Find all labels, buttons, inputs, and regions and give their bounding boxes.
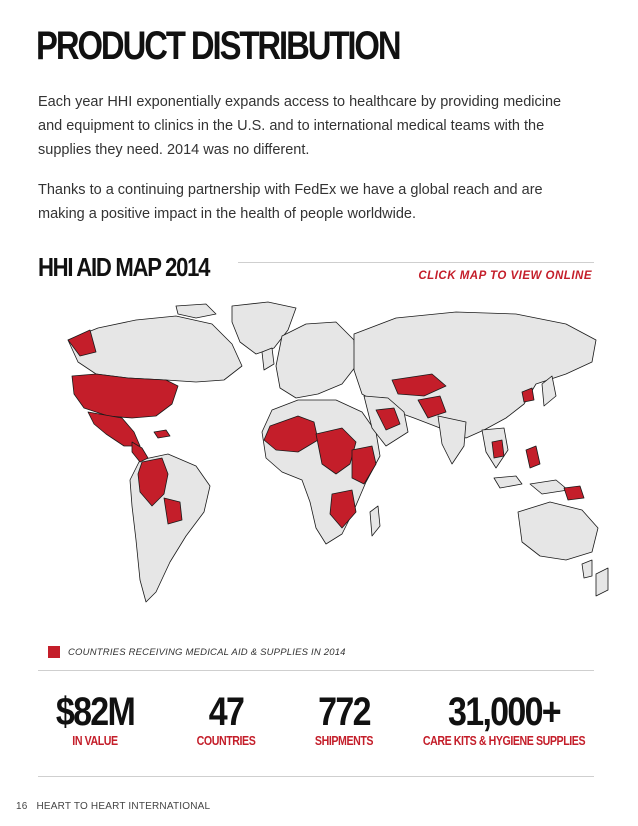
section-divider xyxy=(238,262,594,263)
intro-paragraph: Each year HHI exponentially expands access to healthcare by providing medicine and equipment to clinics in the U.S. and to international medical teams with the supplies they need. 2014 was no different. xyxy=(38,94,562,158)
east-africa-highlight xyxy=(352,446,376,484)
stat-shipments-label: SHIPMENTS xyxy=(314,734,374,748)
page-footer xyxy=(16,801,210,812)
stat-value xyxy=(40,690,150,748)
laos-highlight xyxy=(492,440,504,458)
world-aid-map[interactable] xyxy=(36,300,612,618)
view-map-online-link[interactable]: CLICK MAP TO VIEW ONLINE xyxy=(418,270,592,282)
stat-countries-label: COUNTRIES xyxy=(196,734,256,748)
map-heading: HHI AID MAP 2014 xyxy=(38,252,210,282)
stat-countries xyxy=(178,690,274,748)
stat-care-kits-number: 31,000+ xyxy=(448,690,560,734)
stat-value-label: IN VALUE xyxy=(72,734,118,748)
stat-shipments-number: 772 xyxy=(318,690,370,734)
legend-label: COUNTRIES RECEIVING MEDICAL AID & SUPPLIES IN 2014 xyxy=(68,646,346,658)
page-number: 16 xyxy=(16,801,28,812)
europe-landmass xyxy=(276,322,356,398)
australia-landmass xyxy=(518,502,598,560)
stat-care-kits xyxy=(406,690,602,748)
papua-new-guinea-highlight xyxy=(564,486,584,500)
footer-org-name: HEART TO HEART INTERNATIONAL xyxy=(36,801,211,812)
philippines-highlight xyxy=(526,446,540,468)
stats-top-divider xyxy=(38,670,594,671)
stat-countries-number: 47 xyxy=(208,690,244,734)
caribbean-highlight xyxy=(154,430,170,438)
stat-value-number: $82M xyxy=(55,690,135,734)
stats-bottom-divider xyxy=(38,776,594,777)
partnership-paragraph: Thanks to a continuing partnership with FedEx we have a global reach and are making a positive impact in the health of people worldwide. xyxy=(38,182,543,222)
page-title: PRODUCT DISTRIBUTION xyxy=(36,24,400,68)
map-legend xyxy=(48,646,346,658)
stat-shipments xyxy=(296,690,392,748)
stat-care-kits-label: CARE KITS & HYGIENE SUPPLIES xyxy=(422,734,586,748)
usa-highlight xyxy=(72,374,178,418)
legend-swatch xyxy=(48,646,60,658)
